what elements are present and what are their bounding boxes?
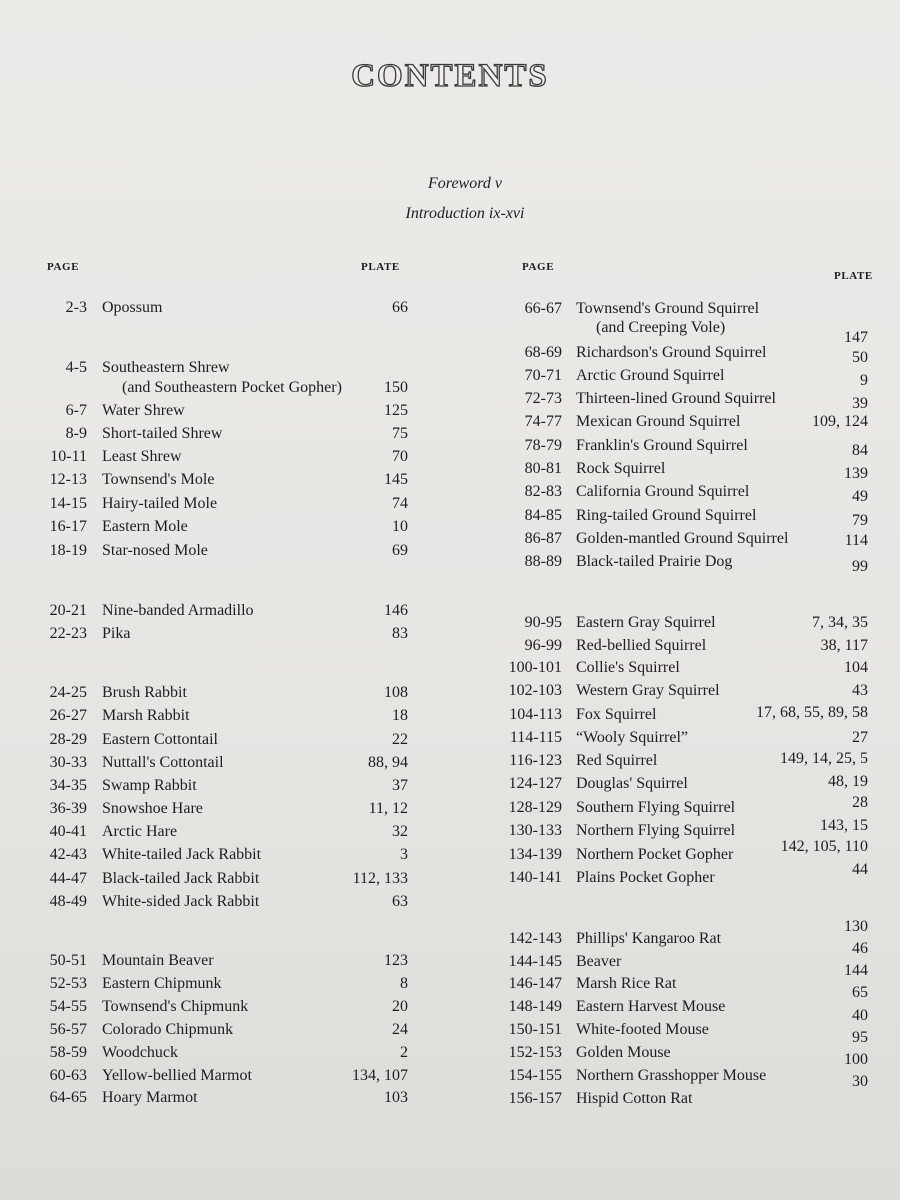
entry-page: 28-29 bbox=[49, 731, 87, 748]
entry-page: 66-67 bbox=[524, 300, 562, 317]
entry-plate: 3 bbox=[400, 846, 408, 863]
entry-plate: 9 bbox=[860, 372, 868, 389]
entry-plate: 143, 15 bbox=[820, 817, 868, 834]
entry-name: Red-bellied Squirrel bbox=[576, 637, 707, 654]
entry-name: “Wooly Squirrel” bbox=[576, 729, 689, 746]
introduction-line: Introduction ix-xvi bbox=[405, 205, 525, 222]
entry-name: Arctic Hare bbox=[102, 823, 178, 840]
entry-page: 114-115 bbox=[509, 729, 562, 746]
entry-name: Beaver bbox=[576, 953, 622, 970]
entry-plate: 130 bbox=[844, 918, 868, 935]
entry-page: 36-39 bbox=[49, 800, 87, 817]
entry-plate: 28 bbox=[852, 794, 868, 811]
entry-name: Plains Pocket Gopher bbox=[576, 869, 715, 886]
entry-name: Colorado Chipmunk bbox=[102, 1021, 234, 1038]
entry-plate: 99 bbox=[852, 558, 868, 575]
entry-plate: 44 bbox=[852, 861, 868, 878]
entry-name: Eastern Cottontail bbox=[102, 731, 218, 748]
foreword-line: Foreword v bbox=[428, 175, 502, 192]
entry-page: 82-83 bbox=[524, 483, 562, 500]
entry-page: 18-19 bbox=[49, 542, 87, 559]
entry-plate: 114 bbox=[844, 532, 868, 549]
entry-name: Marsh Rice Rat bbox=[576, 975, 677, 992]
entry-name: Hispid Cotton Rat bbox=[576, 1090, 693, 1107]
entry-plate: 149, 14, 25, 5 bbox=[780, 750, 868, 767]
entry-name: Northern Flying Squirrel bbox=[576, 822, 736, 839]
entry-name: Brush Rabbit bbox=[102, 684, 187, 701]
entry-name: Woodchuck bbox=[102, 1044, 179, 1061]
entry-plate: 50 bbox=[852, 349, 868, 366]
entry-name: Nine-banded Armadillo bbox=[102, 602, 254, 619]
entry-page: 70-71 bbox=[524, 367, 562, 384]
entry-name: Least Shrew bbox=[102, 448, 182, 465]
entry-page: 104-113 bbox=[509, 706, 562, 723]
entry-name: Hoary Marmot bbox=[102, 1089, 198, 1106]
entry-name: Mexican Ground Squirrel bbox=[576, 413, 741, 430]
right-page-header: PAGE bbox=[522, 261, 555, 273]
entry-plate: 145 bbox=[384, 471, 408, 488]
entry-name: Golden Mouse bbox=[576, 1044, 671, 1061]
entry-page: 134-139 bbox=[508, 846, 562, 863]
entry-name: Short-tailed Shrew bbox=[102, 425, 223, 442]
entry-page: 68-69 bbox=[524, 344, 562, 361]
entry-page: 44-47 bbox=[49, 870, 87, 887]
entry-plate: 63 bbox=[392, 893, 408, 910]
entry-name: Nuttall's Cottontail bbox=[102, 754, 224, 771]
entry-page: 42-43 bbox=[49, 846, 87, 863]
entry-name: Yellow-bellied Marmot bbox=[102, 1067, 252, 1084]
entry-name: Eastern Gray Squirrel bbox=[576, 614, 716, 631]
entry-page: 10-11 bbox=[50, 448, 87, 465]
entry-page: 20-21 bbox=[49, 602, 87, 619]
entry-plate: 27 bbox=[852, 729, 868, 746]
entry-plate: 84 bbox=[852, 442, 868, 459]
entry-name: Snowshoe Hare bbox=[102, 800, 203, 817]
entry-name: (and Southeastern Pocket Gopher) bbox=[122, 379, 342, 396]
entry-name: California Ground Squirrel bbox=[576, 483, 750, 500]
entry-name: Townsend's Mole bbox=[102, 471, 215, 488]
entry-plate: 40 bbox=[852, 1007, 868, 1024]
entry-name: Golden-mantled Ground Squirrel bbox=[576, 530, 789, 547]
entry-name: Eastern Chipmunk bbox=[102, 975, 222, 992]
entry-name: Douglas' Squirrel bbox=[576, 775, 688, 792]
entry-plate: 103 bbox=[384, 1089, 408, 1106]
entry-name: Red Squirrel bbox=[576, 752, 658, 769]
entry-name: Pika bbox=[102, 625, 131, 642]
entry-name: (and Creeping Vole) bbox=[596, 319, 726, 336]
entry-name: Richardson's Ground Squirrel bbox=[576, 344, 767, 361]
entry-page: 16-17 bbox=[49, 518, 87, 535]
entry-page: 156-157 bbox=[508, 1090, 562, 1107]
entry-page: 50-51 bbox=[49, 952, 87, 969]
entry-name: Western Gray Squirrel bbox=[576, 682, 720, 699]
entry-plate: 125 bbox=[384, 402, 408, 419]
entry-name: Southern Flying Squirrel bbox=[576, 799, 736, 816]
entry-plate: 123 bbox=[384, 952, 408, 969]
entry-name: Southeastern Shrew bbox=[102, 359, 230, 376]
entry-plate: 43 bbox=[852, 682, 868, 699]
entry-page: 144-145 bbox=[508, 953, 562, 970]
entry-plate: 109, 124 bbox=[812, 413, 868, 430]
entry-name: Phillips' Kangaroo Rat bbox=[576, 930, 722, 947]
entry-page: 130-133 bbox=[508, 822, 562, 839]
entry-plate: 74 bbox=[392, 495, 408, 512]
entry-page: 88-89 bbox=[524, 553, 562, 570]
entry-plate: 70 bbox=[392, 448, 408, 465]
right-plate-header: PLATE bbox=[834, 270, 873, 282]
entry-plate: 49 bbox=[852, 488, 868, 505]
entry-name: Opossum bbox=[102, 299, 163, 316]
entry-page: 8-9 bbox=[65, 425, 87, 442]
entry-plate: 142, 105, 110 bbox=[780, 838, 868, 855]
entry-page: 100-101 bbox=[508, 659, 562, 676]
entry-plate: 100 bbox=[844, 1051, 868, 1068]
entry-page: 102-103 bbox=[508, 682, 562, 699]
entry-page: 74-77 bbox=[524, 413, 562, 430]
entry-page: 26-27 bbox=[49, 707, 87, 724]
entry-plate: 95 bbox=[852, 1029, 868, 1046]
entry-page: 84-85 bbox=[524, 507, 562, 524]
entry-name: White-tailed Jack Rabbit bbox=[102, 846, 262, 863]
entry-page: 142-143 bbox=[508, 930, 562, 947]
entry-plate: 10 bbox=[392, 518, 408, 535]
entry-plate: 134, 107 bbox=[352, 1067, 408, 1084]
entry-plate: 32 bbox=[392, 823, 408, 840]
entry-name: White-sided Jack Rabbit bbox=[102, 893, 260, 910]
entry-page: 30-33 bbox=[49, 754, 87, 771]
entry-page: 86-87 bbox=[524, 530, 562, 547]
entry-plate: 37 bbox=[392, 777, 408, 794]
entry-name: Ring-tailed Ground Squirrel bbox=[576, 507, 757, 524]
entry-plate: 22 bbox=[392, 731, 408, 748]
entry-name: Northern Grasshopper Mouse bbox=[576, 1067, 767, 1084]
entry-name: Black-tailed Jack Rabbit bbox=[102, 870, 260, 887]
entry-page: 146-147 bbox=[508, 975, 562, 992]
entry-plate: 8 bbox=[400, 975, 408, 992]
entry-plate: 7, 34, 35 bbox=[812, 614, 868, 631]
entry-page: 58-59 bbox=[49, 1044, 87, 1061]
left-plate-header: PLATE bbox=[361, 261, 400, 273]
entry-page: 150-151 bbox=[508, 1021, 562, 1038]
entry-name: Franklin's Ground Squirrel bbox=[576, 437, 748, 454]
entry-name: Mountain Beaver bbox=[102, 952, 214, 969]
entry-plate: 83 bbox=[392, 625, 408, 642]
entry-page: 2-3 bbox=[65, 299, 87, 316]
entry-page: 48-49 bbox=[49, 893, 87, 910]
entry-page: 96-99 bbox=[524, 637, 562, 654]
entry-page: 54-55 bbox=[49, 998, 87, 1015]
entry-page: 40-41 bbox=[49, 823, 87, 840]
entry-page: 6-7 bbox=[65, 402, 87, 419]
entry-page: 124-127 bbox=[508, 775, 562, 792]
entry-name: Marsh Rabbit bbox=[102, 707, 190, 724]
entry-plate: 139 bbox=[844, 465, 868, 482]
entry-plate: 38, 117 bbox=[820, 637, 868, 654]
entry-plate: 146 bbox=[384, 602, 408, 619]
entry-name: Rock Squirrel bbox=[576, 460, 666, 477]
entry-plate: 46 bbox=[852, 940, 868, 957]
entry-page: 128-129 bbox=[508, 799, 562, 816]
entry-page: 148-149 bbox=[508, 998, 562, 1015]
entry-plate: 112, 133 bbox=[352, 870, 408, 887]
entry-plate: 66 bbox=[392, 299, 408, 316]
entry-name: Townsend's Ground Squirrel bbox=[576, 300, 760, 317]
entry-page: 24-25 bbox=[49, 684, 87, 701]
entry-page: 22-23 bbox=[49, 625, 87, 642]
entry-name: Eastern Harvest Mouse bbox=[576, 998, 726, 1015]
entry-plate: 75 bbox=[392, 425, 408, 442]
entry-page: 116-123 bbox=[509, 752, 562, 769]
entry-plate: 144 bbox=[844, 962, 868, 979]
entry-name: Black-tailed Prairie Dog bbox=[576, 553, 733, 570]
entry-name: Northern Pocket Gopher bbox=[576, 846, 734, 863]
entry-page: 34-35 bbox=[49, 777, 87, 794]
entry-plate: 11, 12 bbox=[368, 800, 408, 817]
entry-page: 154-155 bbox=[508, 1067, 562, 1084]
entry-plate: 17, 68, 55, 89, 58 bbox=[756, 704, 868, 721]
entry-page: 90-95 bbox=[524, 614, 562, 631]
entry-name: Water Shrew bbox=[102, 402, 185, 419]
entry-page: 152-153 bbox=[508, 1044, 562, 1061]
entry-page: 60-63 bbox=[49, 1067, 87, 1084]
entry-page: 72-73 bbox=[524, 390, 562, 407]
entry-plate: 24 bbox=[392, 1021, 408, 1038]
entry-name: Collie's Squirrel bbox=[576, 659, 680, 676]
entry-plate: 88, 94 bbox=[368, 754, 408, 771]
entry-plate: 20 bbox=[392, 998, 408, 1015]
entry-page: 78-79 bbox=[524, 437, 562, 454]
entry-plate: 48, 19 bbox=[828, 773, 868, 790]
entry-page: 56-57 bbox=[49, 1021, 87, 1038]
entry-plate: 30 bbox=[852, 1073, 868, 1090]
entry-name: Star-nosed Mole bbox=[102, 542, 208, 559]
entry-plate: 104 bbox=[844, 659, 868, 676]
entry-name: Swamp Rabbit bbox=[102, 777, 197, 794]
entry-page: 14-15 bbox=[49, 495, 87, 512]
entry-page: 12-13 bbox=[49, 471, 87, 488]
entry-page: 64-65 bbox=[49, 1089, 87, 1106]
entry-plate: 108 bbox=[384, 684, 408, 701]
entry-plate: 18 bbox=[392, 707, 408, 724]
entry-name: Hairy-tailed Mole bbox=[102, 495, 218, 512]
entry-page: 52-53 bbox=[49, 975, 87, 992]
entry-plate: 79 bbox=[852, 512, 868, 529]
entry-name: Eastern Mole bbox=[102, 518, 188, 535]
entry-plate: 147 bbox=[844, 329, 868, 346]
left-page-header: PAGE bbox=[47, 261, 80, 273]
entry-name: Thirteen-lined Ground Squirrel bbox=[576, 390, 776, 407]
entry-name: Townsend's Chipmunk bbox=[102, 998, 249, 1015]
entry-name: Arctic Ground Squirrel bbox=[576, 367, 725, 384]
entry-plate: 65 bbox=[852, 984, 868, 1001]
entry-name: White-footed Mouse bbox=[576, 1021, 709, 1038]
entry-plate: 39 bbox=[852, 395, 868, 412]
entry-name: Fox Squirrel bbox=[576, 706, 657, 723]
entry-plate: 150 bbox=[384, 379, 408, 396]
entry-page: 4-5 bbox=[65, 359, 87, 376]
entry-page: 140-141 bbox=[508, 869, 562, 886]
page-title: CONTENTS bbox=[351, 58, 549, 94]
entry-plate: 69 bbox=[392, 542, 408, 559]
entry-page: 80-81 bbox=[524, 460, 562, 477]
entry-plate: 2 bbox=[400, 1044, 408, 1061]
